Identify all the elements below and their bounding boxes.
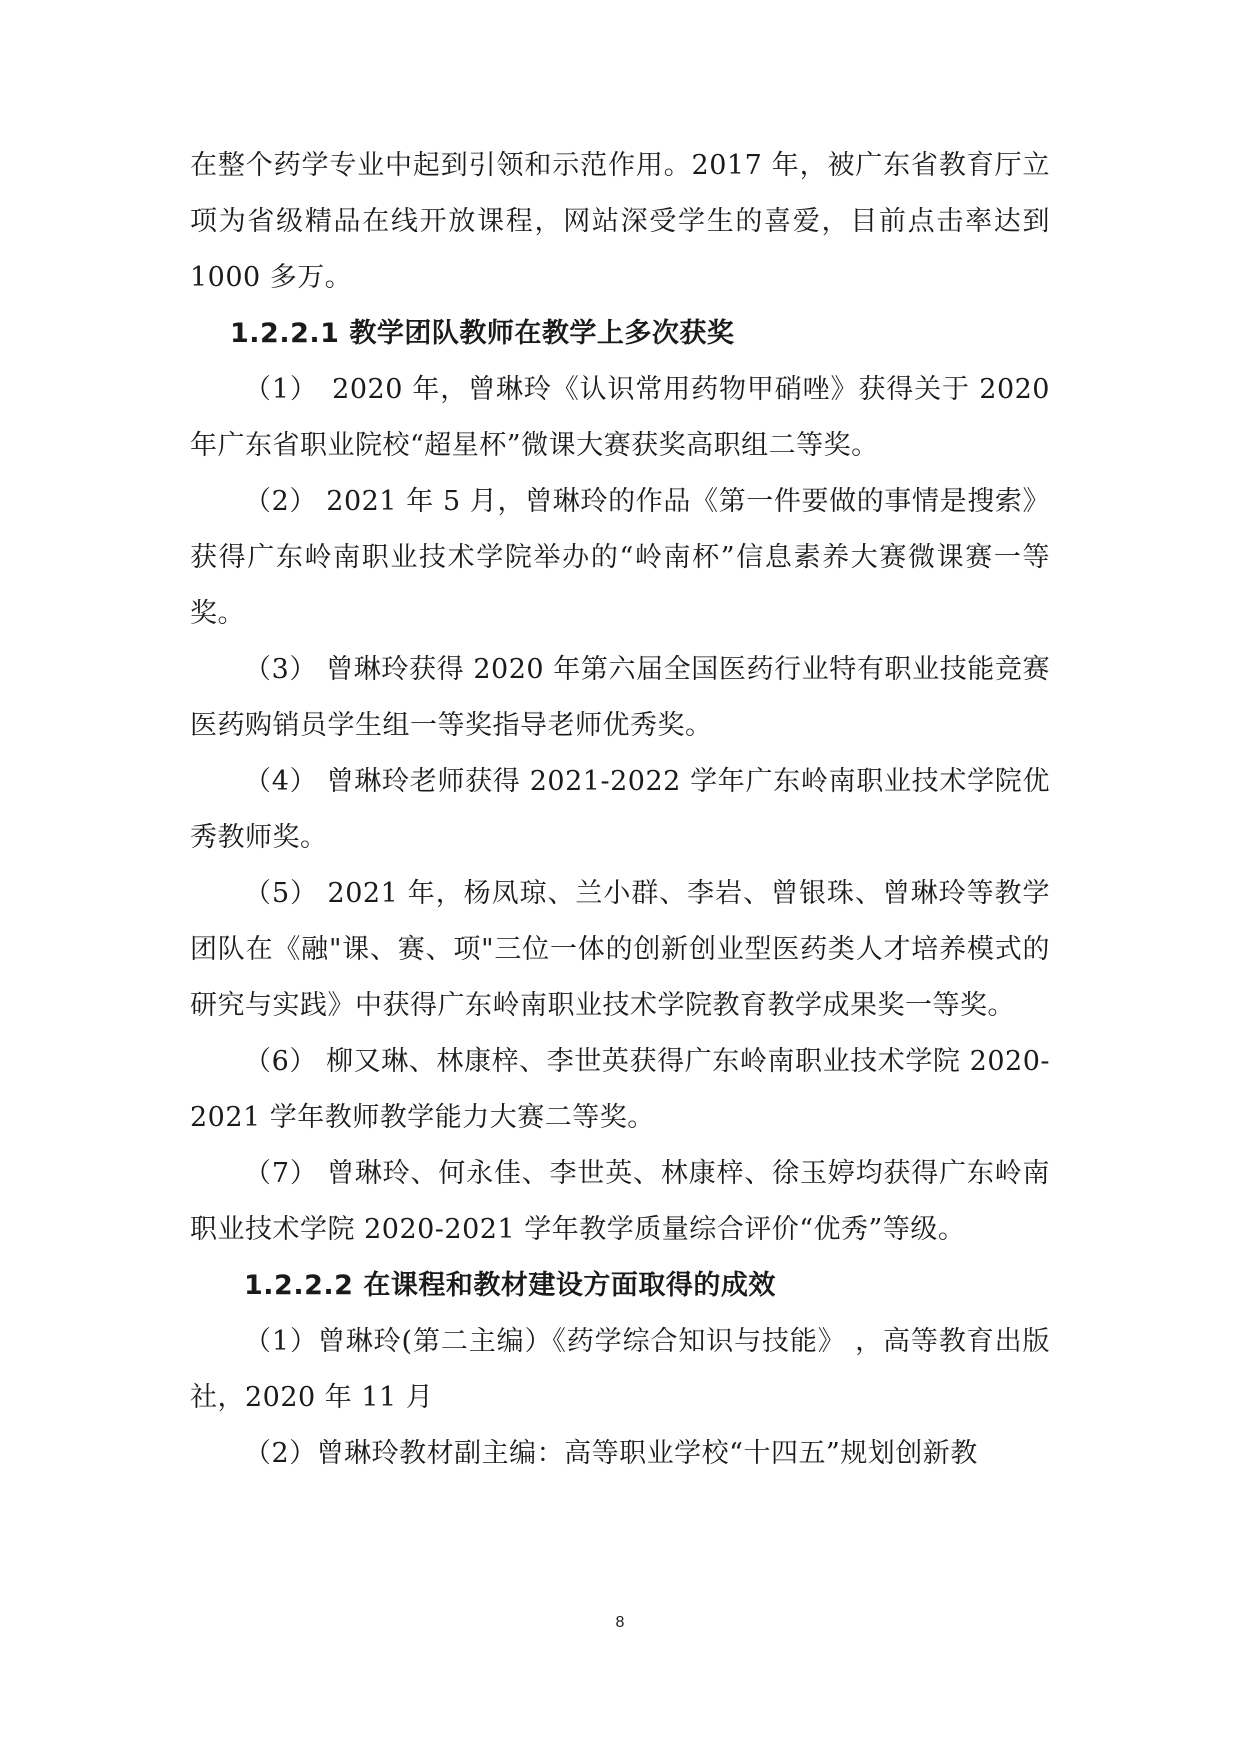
section-heading-1-2-2-1: 1.2.2.1 教学团队教师在教学上多次获奖 bbox=[230, 318, 735, 349]
section-heading-1-2-2-2: 1.2.2.2 在课程和教材建设方面取得的成效 bbox=[244, 1270, 776, 1301]
page-number: 8 bbox=[615, 1614, 625, 1631]
award-item-5: （5） 2021 年，杨凤琼、兰小群、李岩、曾银珠、曾琳玲等教学团队在《融"课、赛、项"三位一体的创新创业型医药类人才培养模式的研究与实践》中获得广东岭南职业技术学院教育教学成果奖一等奖。 bbox=[190, 878, 1050, 1021]
award-item-2: （2） 2021 年 5 月，曾琳玲的作品《第一件要做的事情是搜索》获得广东岭南职业技术学院举办的“岭南杯”信息素养大赛微课赛一等奖。 bbox=[190, 486, 1050, 629]
award-item-3: （3） 曾琳玲获得 2020 年第六届全国医药行业特有职业技能竞赛医药购销员学生组一等奖指导老师优秀奖。 bbox=[190, 654, 1050, 741]
document-body bbox=[190, 138, 1050, 1482]
award-item-1: （1） 2020 年，曾琳玲《认识常用药物甲硝唑》获得关于 2020 年广东省职业院校“超星杯”微课大赛获奖高职组二等奖。 bbox=[190, 374, 1050, 461]
award-item-7: （7） 曾琳玲、何永佳、李世英、林康梓、徐玉婷均获得广东岭南职业技术学院 2020-2021 学年教学质量综合评价“优秀”等级。 bbox=[190, 1158, 1050, 1245]
textbook-item-1: （1）曾琳玲(第二主编）《药学综合知识与技能》 ，高等教育出版社，2020 年 11 月 bbox=[190, 1326, 1050, 1413]
paragraph-intro: 在整个药学专业中起到引领和示范作用。2017 年，被广东省教育厅立项为省级精品在线开放课程，网站深受学生的喜爱，目前点击率达到 1000 多万。 bbox=[190, 150, 1050, 293]
textbook-item-2: （2）曾琳玲教材副主编：高等职业学校“十四五”规划创新教 bbox=[244, 1438, 978, 1469]
award-item-6: （6） 柳又琳、林康梓、李世英获得广东岭南职业技术学院 2020-2021 学年教师教学能力大赛二等奖。 bbox=[190, 1046, 1050, 1133]
award-item-4: （4） 曾琳玲老师获得 2021-2022 学年广东岭南职业技术学院优秀教师奖。 bbox=[190, 766, 1050, 853]
